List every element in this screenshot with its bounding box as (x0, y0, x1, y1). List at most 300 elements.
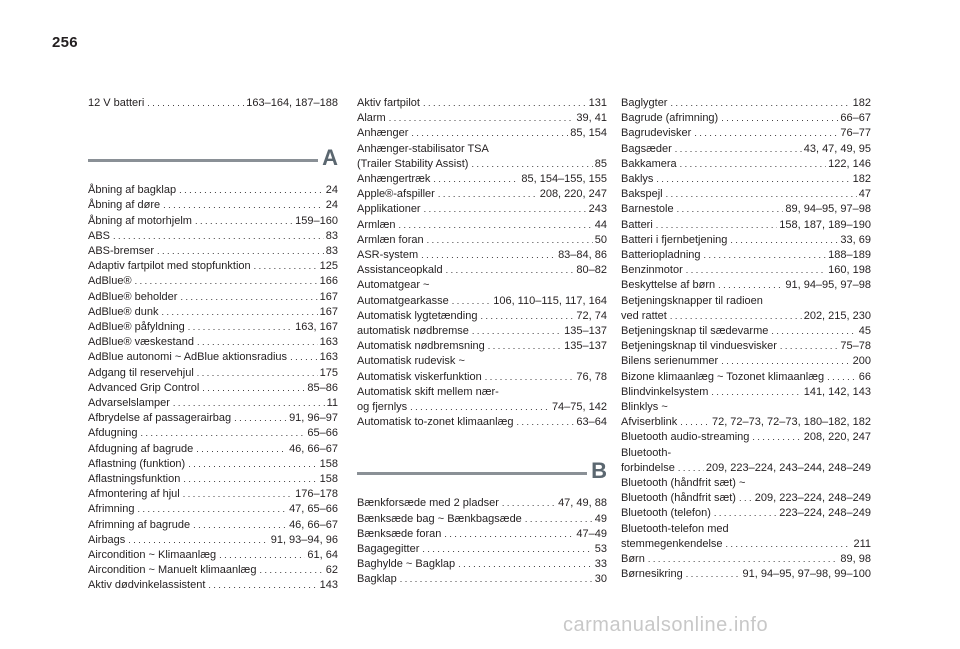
index-entry (621, 537, 871, 552)
index-entry (88, 426, 338, 441)
index-pages: 182 (852, 173, 871, 186)
watermark: carmanualsonline.info (563, 614, 769, 636)
index-pages: 72, 74 (576, 309, 607, 322)
index-pages: 89, 94–95, 97–98 (785, 203, 871, 216)
dot-leader (677, 202, 784, 217)
index-pages: 76–77 (840, 127, 871, 140)
index-entry (357, 126, 607, 141)
index-entry (621, 233, 871, 248)
index-pages: 45 (858, 325, 871, 338)
index-term: Aflastning (funktion) (88, 457, 186, 470)
index-pages: 85, 154–155, 155 (521, 173, 607, 186)
dot-leader (197, 335, 318, 350)
index-pages: 85, 154 (570, 127, 607, 140)
dot-leader (427, 233, 593, 248)
dot-leader (694, 126, 838, 141)
dot-leader (197, 366, 318, 381)
index-term: Armlæn foran (357, 233, 424, 246)
index-pages: 65–66 (307, 427, 338, 440)
index-entry (88, 214, 338, 229)
dot-leader (686, 263, 826, 278)
index-term: Airbags (88, 533, 126, 546)
index-pages: 91, 96–97 (289, 412, 338, 425)
index-term: Afrimning (88, 503, 135, 516)
dot-leader (739, 491, 753, 506)
index-column-1 (88, 96, 338, 594)
index-term: Automatisk viskerfunktion (357, 370, 482, 383)
index-term: Anhængertræk (357, 173, 431, 186)
index-entry (357, 309, 607, 324)
index-term: AdBlue® (88, 275, 132, 288)
index-pages: 66 (858, 370, 871, 383)
index-entry (88, 229, 338, 244)
index-term: AdBlue autonomi ~ AdBlue aktionsradius (88, 351, 288, 364)
index-term: Afmontering af hjul (88, 488, 180, 501)
dot-leader (290, 350, 318, 365)
index-pages: 91, 94–95, 97–98 (785, 279, 871, 292)
index-entry (357, 339, 607, 354)
index-pages: 39, 41 (576, 112, 607, 125)
index-pages: 83 (325, 245, 338, 258)
index-entry (88, 198, 338, 213)
index-pages: 188–189 (828, 249, 871, 262)
index-pages: 158, 187, 189–190 (779, 218, 871, 231)
dot-leader (827, 370, 857, 385)
dot-leader (422, 542, 592, 557)
dot-leader (195, 214, 293, 229)
dot-leader (471, 157, 592, 172)
index-entry (357, 527, 607, 542)
index-pages: 209, 223–224, 243–244, 248–249 (705, 461, 871, 474)
dot-leader (157, 244, 324, 259)
index-pages: 33, 69 (840, 233, 871, 246)
dot-leader (254, 259, 318, 274)
index-term: Afbrydelse af passagerairbag (88, 412, 232, 425)
dot-leader (502, 496, 556, 511)
index-pages: 66–67 (840, 112, 871, 125)
index-pages: 135–137 (564, 340, 607, 353)
index-term: Adgang til reservehjul (88, 366, 194, 379)
index-pages: 182 (852, 97, 871, 109)
index-entry (88, 244, 338, 259)
section-letter: A (322, 145, 338, 171)
index-pages: 243 (588, 203, 607, 216)
index-term-line: Bluetooth-telefon med (621, 522, 729, 535)
dot-leader (424, 202, 587, 217)
index-entry (88, 305, 338, 320)
index-column-3 (621, 96, 871, 583)
index-term: Bizone klimaanlæg ~ Tozonet klimaanlæg (621, 370, 825, 383)
index-entry (88, 548, 338, 563)
index-term: AdBlue® dunk (88, 305, 159, 318)
index-term-line: Blinklys ~ (621, 401, 668, 414)
index-pages: 163 (319, 351, 338, 364)
index-entry (357, 187, 607, 202)
index-entry (88, 290, 338, 305)
dot-leader (714, 506, 777, 521)
index-pages: 85–86 (307, 381, 338, 394)
dot-leader (656, 172, 850, 187)
index-entry (621, 461, 871, 476)
index-entry (357, 233, 607, 248)
index-pages: 11 (326, 397, 338, 410)
dot-leader (488, 339, 562, 354)
index-pages: 208, 220, 247 (539, 188, 607, 201)
index-term: Aktiv dødvinkelassistent (88, 579, 206, 592)
index-pages: 62 (325, 564, 338, 577)
index-entry (357, 572, 607, 587)
dot-leader (147, 96, 244, 111)
index-entry (88, 533, 338, 548)
dot-leader (480, 309, 574, 324)
index-pages: 135–137 (564, 325, 607, 338)
index-entry (621, 187, 871, 202)
index-pages: 208, 220, 247 (803, 431, 871, 444)
index-term-line: Anhænger-stabilisator TSA (357, 142, 489, 155)
index-entry (88, 518, 338, 533)
index-term: Bakspejl (621, 188, 663, 201)
index-term: Benzinmotor (621, 264, 683, 277)
index-pages: 209, 223–224, 248–249 (754, 492, 871, 505)
index-term: AdBlue® væskestand (88, 336, 194, 349)
index-term: 12 V batteri (88, 97, 145, 109)
dot-leader (137, 502, 287, 517)
dot-leader (219, 548, 305, 563)
dot-leader (726, 537, 852, 552)
dot-leader (113, 229, 324, 244)
index-pages: 24 (325, 199, 338, 212)
index-term: ved rattet (621, 309, 667, 322)
index-pages: 46, 66–67 (289, 442, 338, 455)
index-entry (621, 324, 871, 339)
index-term: Bluetooth audio-streaming (621, 431, 750, 444)
index-term: Applikationer (357, 203, 421, 216)
index-pages: 163 (319, 336, 338, 349)
index-pages: 202, 215, 230 (803, 309, 871, 322)
index-pages: 47–49 (576, 527, 607, 540)
dot-leader (711, 385, 801, 400)
index-term: Bilens serienummer (621, 355, 719, 368)
index-term: Beskyttelse af børn (621, 279, 716, 292)
index-term: stemmegenkendelse (621, 537, 723, 550)
index-column-2 (357, 96, 607, 588)
index-term-line: Bluetooth (håndfrit sæt) ~ (621, 477, 746, 490)
dot-leader (670, 96, 850, 111)
index-pages: 158 (319, 473, 338, 486)
index-term: Bagklap (357, 573, 397, 586)
index-term: ABS (88, 229, 111, 242)
index-term: Advanced Grip Control (88, 381, 200, 394)
index-term: Aktiv fartpilot (357, 97, 420, 109)
index-term: ABS-bremser (88, 245, 155, 258)
index-entry (88, 259, 338, 274)
index-entry (357, 512, 607, 527)
index-pages: 143 (319, 579, 338, 592)
index-pages: 158 (319, 457, 338, 470)
dot-leader (423, 96, 587, 111)
index-entry (621, 385, 871, 400)
index-pages: 83–84, 86 (558, 249, 607, 262)
index-pages: 33 (594, 558, 607, 571)
dot-leader (452, 294, 492, 309)
dot-leader (721, 354, 850, 369)
index-entry (88, 366, 338, 381)
index-term: Blindvinkelsystem (621, 385, 709, 398)
index-entry (357, 370, 607, 385)
index-pages: 74–75, 142 (551, 401, 607, 414)
dot-leader (678, 461, 704, 476)
index-term: Afdugning (88, 427, 138, 440)
dot-leader (179, 183, 324, 198)
index-term-line: Automatisk skift mellem nær- (357, 385, 499, 398)
section-divider (357, 472, 587, 475)
dot-leader (399, 218, 593, 233)
index-entry (621, 354, 871, 369)
index-entry (88, 487, 338, 502)
index-term: Afrimning af bagrude (88, 518, 191, 531)
dot-leader (410, 400, 550, 415)
index-term: Advarselslamper (88, 397, 170, 410)
index-pages: 24 (325, 184, 338, 197)
index-pages: 131 (588, 97, 607, 109)
dot-leader (780, 339, 838, 354)
index-entry (88, 335, 338, 350)
index-entry (621, 172, 871, 187)
index-pages: 47, 65–66 (289, 503, 338, 516)
dot-leader (234, 411, 287, 426)
dot-leader (389, 111, 575, 126)
index-term: Afviserblink (621, 416, 678, 429)
index-entry (621, 278, 871, 293)
index-pages: 125 (319, 260, 338, 273)
index-entry (357, 111, 607, 126)
dot-leader (438, 187, 538, 202)
index-entry (88, 396, 338, 411)
dot-leader (517, 415, 575, 430)
index-pages: 223–224, 248–249 (779, 507, 871, 520)
index-entry (621, 248, 871, 263)
index-term: Batteri i fjernbetjening (621, 233, 728, 246)
index-pages: 47, 49, 88 (558, 497, 607, 510)
index-entry (621, 506, 871, 521)
index-entry (621, 567, 871, 582)
index-entry (621, 415, 871, 430)
index-entry (357, 202, 607, 217)
dot-leader (680, 157, 827, 172)
index-pages: 61, 64 (307, 549, 338, 562)
dot-leader (193, 518, 287, 533)
index-entry (621, 111, 871, 126)
dot-leader (188, 457, 317, 472)
index-term: Baghylde ~ Bagklap (357, 558, 456, 571)
index-pages: 63–64 (576, 416, 607, 429)
index-term: Aircondition ~ Klimaanlæg (88, 549, 217, 562)
index-entry (621, 96, 871, 111)
index-entry (88, 578, 338, 593)
index-term: Bakkamera (621, 157, 677, 170)
index-pages: 175 (319, 366, 338, 379)
index-entry (357, 557, 607, 572)
index-entry (621, 263, 871, 278)
index-term-line: Betjeningsknapper til radioen (621, 294, 763, 307)
index-term: Åbning af bagklap (88, 184, 177, 197)
index-entry (357, 263, 607, 278)
dot-leader (680, 415, 710, 430)
index-term: (Trailer Stability Assist) (357, 157, 469, 170)
dot-leader (141, 426, 306, 441)
dot-leader (411, 126, 568, 141)
index-term: Betjeningsknap til sædevarme (621, 325, 769, 338)
index-pages: 76, 78 (576, 370, 607, 383)
index-term: AdBlue® beholder (88, 290, 178, 303)
dot-leader (686, 567, 741, 582)
dot-leader (444, 527, 574, 542)
index-pages: 72, 72–73, 72–73, 180–182, 182 (711, 416, 871, 429)
dot-leader (400, 572, 593, 587)
index-entry (357, 248, 607, 263)
dot-leader (666, 187, 857, 202)
index-pages: 46, 66–67 (289, 518, 338, 531)
section-letter-heading (357, 458, 607, 492)
index-pages: 43, 47, 49, 95 (803, 142, 871, 155)
index-term: Bænksæde bag ~ Bænkbagsæde (357, 512, 522, 525)
dot-leader (180, 290, 317, 305)
index-entry (88, 183, 338, 198)
index-term: Aflastningsfunktion (88, 473, 181, 486)
dot-leader (183, 487, 293, 502)
index-entry (357, 218, 607, 233)
section-letter: B (591, 458, 607, 484)
dot-leader (721, 111, 838, 126)
index-entry (357, 294, 607, 309)
index-term: Afdugning af bagrude (88, 442, 194, 455)
index-pages: 50 (594, 233, 607, 246)
index-pages: 122, 146 (828, 157, 871, 170)
index-pages: 91, 93–94, 96 (270, 533, 338, 546)
index-term: Batteri (621, 218, 653, 231)
index-term: Anhænger (357, 127, 409, 140)
dot-leader (704, 248, 827, 263)
index-term: Åbning af motorhjelm (88, 214, 192, 227)
index-entry (88, 320, 338, 335)
dot-leader (525, 512, 593, 527)
index-entry (88, 442, 338, 457)
index-term: Børn (621, 553, 645, 566)
index-entry (621, 552, 871, 567)
index-pages: 166 (319, 275, 338, 288)
index-entry (621, 142, 871, 157)
dot-leader (670, 309, 802, 324)
index-entry (621, 491, 871, 506)
index-pages: 176–178 (295, 488, 338, 501)
dot-leader (163, 198, 324, 213)
index-term: Adaptiv fartpilot med stopfunktion (88, 260, 251, 273)
index-pages: 106, 110–115, 117, 164 (493, 294, 607, 307)
index-term: Bænksæde foran (357, 527, 442, 540)
dot-leader (208, 578, 317, 593)
index-pages: 160, 198 (828, 264, 871, 277)
index-term: Åbning af døre (88, 199, 161, 212)
index-entry (88, 381, 338, 396)
dot-leader (183, 472, 317, 487)
section-divider (88, 159, 318, 162)
index-term: Assistanceopkald (357, 264, 443, 277)
index-pages: 167 (319, 290, 338, 303)
index-term-line: Automatisk rudevisk ~ (357, 355, 465, 368)
index-term: Baglygter (621, 97, 668, 109)
index-entry (357, 96, 607, 111)
index-term: Automatisk lygtetænding (357, 309, 478, 322)
index-pages: 47 (858, 188, 871, 201)
index-pages: 167 (319, 305, 338, 318)
index-term: Baklys (621, 173, 654, 186)
index-pages: 141, 142, 143 (803, 385, 871, 398)
dot-leader (128, 533, 268, 548)
index-term: Betjeningsknap til vinduesvisker (621, 340, 777, 353)
index-entry (88, 350, 338, 365)
index-entry (621, 126, 871, 141)
index-term: Bagagegitter (357, 543, 420, 556)
dot-leader (718, 278, 783, 293)
section-letter-heading (88, 145, 338, 179)
index-term-line: Bluetooth- (621, 446, 672, 459)
index-term: Automatisk nødbremsning (357, 340, 485, 353)
dot-leader (656, 218, 777, 233)
index-term: Bluetooth (håndfrit sæt) (621, 492, 736, 505)
dot-leader (472, 324, 562, 339)
index-pages: 80–82 (576, 264, 607, 277)
dot-leader (196, 442, 287, 457)
index-term: Apple®-afspiller (357, 188, 435, 201)
dot-leader (485, 370, 575, 385)
index-entry (621, 309, 871, 324)
dot-leader (730, 233, 838, 248)
index-term: Bagsæder (621, 142, 672, 155)
index-entry (621, 370, 871, 385)
dot-leader (648, 552, 839, 567)
index-pages: 44 (594, 218, 607, 231)
dot-leader (675, 142, 802, 157)
index-pages: 49 (594, 512, 607, 525)
index-pages: 89, 98 (840, 553, 871, 566)
dot-leader (421, 248, 556, 263)
dot-leader (433, 172, 519, 187)
index-term: og fjernlys (357, 401, 408, 414)
dot-leader (173, 396, 325, 411)
page-number: 256 (52, 34, 78, 51)
dot-leader (771, 324, 856, 339)
index-pages: 163–164, 187–188 (246, 97, 338, 109)
index-pages: 91, 94–95, 97–98, 99–100 (742, 568, 871, 581)
dot-leader (259, 563, 323, 578)
index-term: Børnesikring (621, 568, 683, 581)
dot-leader (446, 263, 575, 278)
index-entry (88, 411, 338, 426)
index-term: Barnestole (621, 203, 674, 216)
index-entry (621, 202, 871, 217)
index-entry (357, 157, 607, 172)
index-term: automatisk nødbremse (357, 325, 469, 338)
dot-leader (162, 305, 318, 320)
index-entry (621, 218, 871, 233)
index-term: Alarm (357, 112, 386, 125)
index-entry (357, 324, 607, 339)
index-entry (357, 496, 607, 511)
dot-leader (752, 430, 801, 445)
index-pages: 163, 167 (295, 321, 338, 334)
index-entry (357, 415, 607, 430)
index-term: Automatisk to-zonet klimaanlæg (357, 416, 514, 429)
